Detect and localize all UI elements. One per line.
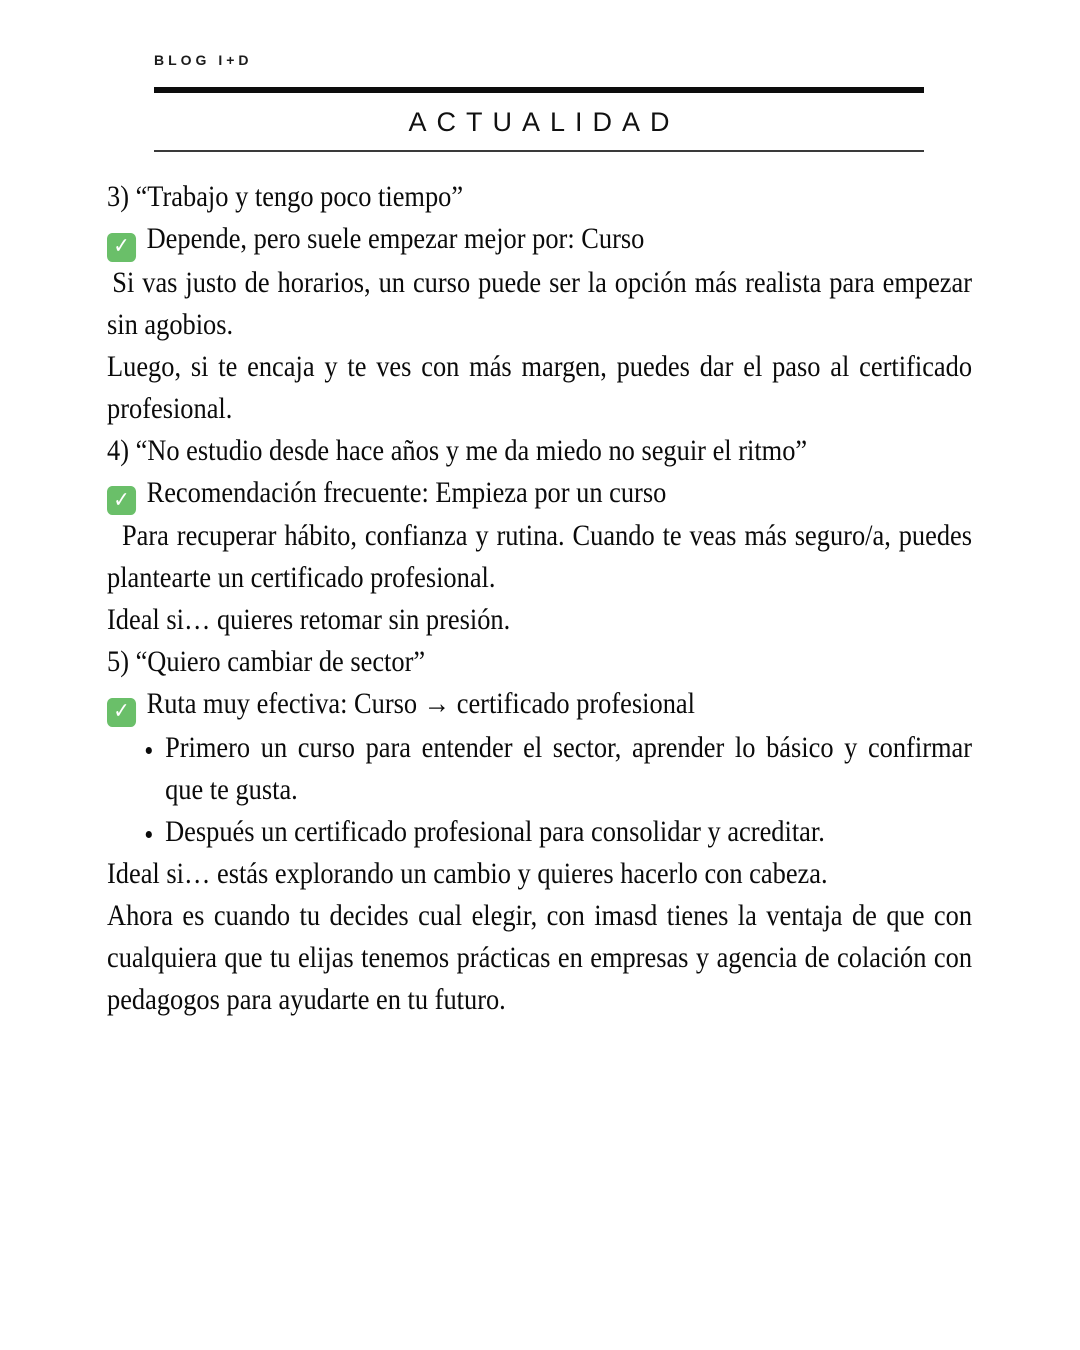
thin-divider: [154, 150, 924, 152]
section-3-heading: 3) “Trabajo y tengo poco tiempo”: [107, 180, 464, 213]
section-5-heading: 5) “Quiero cambiar de sector”: [107, 645, 426, 678]
section-3-paragraph-1: Si vas justo de horarios, un curso puede ser la opción más realista para empezar sin agobios.: [107, 265, 973, 341]
closing-paragraph: Ahora es cuando tu decides cual elegir, con imasd tienes la ventaja de que con cualquiera que tu elijas tenemos prácticas en empresas y agencia de colación con pedagogos para ayudarte en tu futuro.: [107, 898, 973, 1016]
page-title: ACTUALIDAD: [408, 107, 680, 137]
section-5-check-text: Ruta muy efectiva: Curso → certificado profesional: [146, 687, 695, 720]
bullet-item: • Primero un curso para entender el sector, aprender lo básico y confirmar que te gusta.: [163, 727, 972, 811]
section-4-check-text: Recomendación frecuente: Empieza por un curso: [146, 475, 667, 509]
check-icon: ✓: [107, 233, 136, 262]
section-5-check-line: [107, 683, 972, 727]
section-4-paragraph-1: Para recuperar hábito, confianza y rutina. Cuando te veas más seguro/a, puedes plantearte un certificado profesional.: [107, 519, 973, 594]
section-3-paragraph-2: Luego, si te encaja y te ves con más margen, puedes dar el paso al certificado profesional.: [107, 349, 973, 425]
section-3-check-text: Depende, pero suele empezar mejor por: Curso: [146, 222, 645, 255]
bullet-item: • Después un certificado profesional para consolidar y acreditar.: [163, 811, 972, 853]
section-5-bullet-list: [107, 727, 972, 853]
section-3-check-line: [107, 218, 972, 262]
thick-divider: [154, 87, 924, 93]
blog-label: BLOG I+D: [154, 52, 253, 68]
check-icon: ✓: [107, 698, 136, 727]
article-body: [107, 176, 972, 1021]
section-4-check-line: [107, 472, 972, 516]
section-4-heading: 4) “No estudio desde hace años y me da miedo no seguir el ritmo”: [107, 433, 808, 467]
check-icon: ✓: [107, 486, 136, 515]
section-4-paragraph-2: Ideal si… quieres retomar sin presión.: [107, 603, 511, 636]
section-5-paragraph-1: Ideal si… estás explorando un cambio y quieres hacerlo con cabeza.: [107, 856, 828, 890]
masthead: [154, 0, 924, 152]
